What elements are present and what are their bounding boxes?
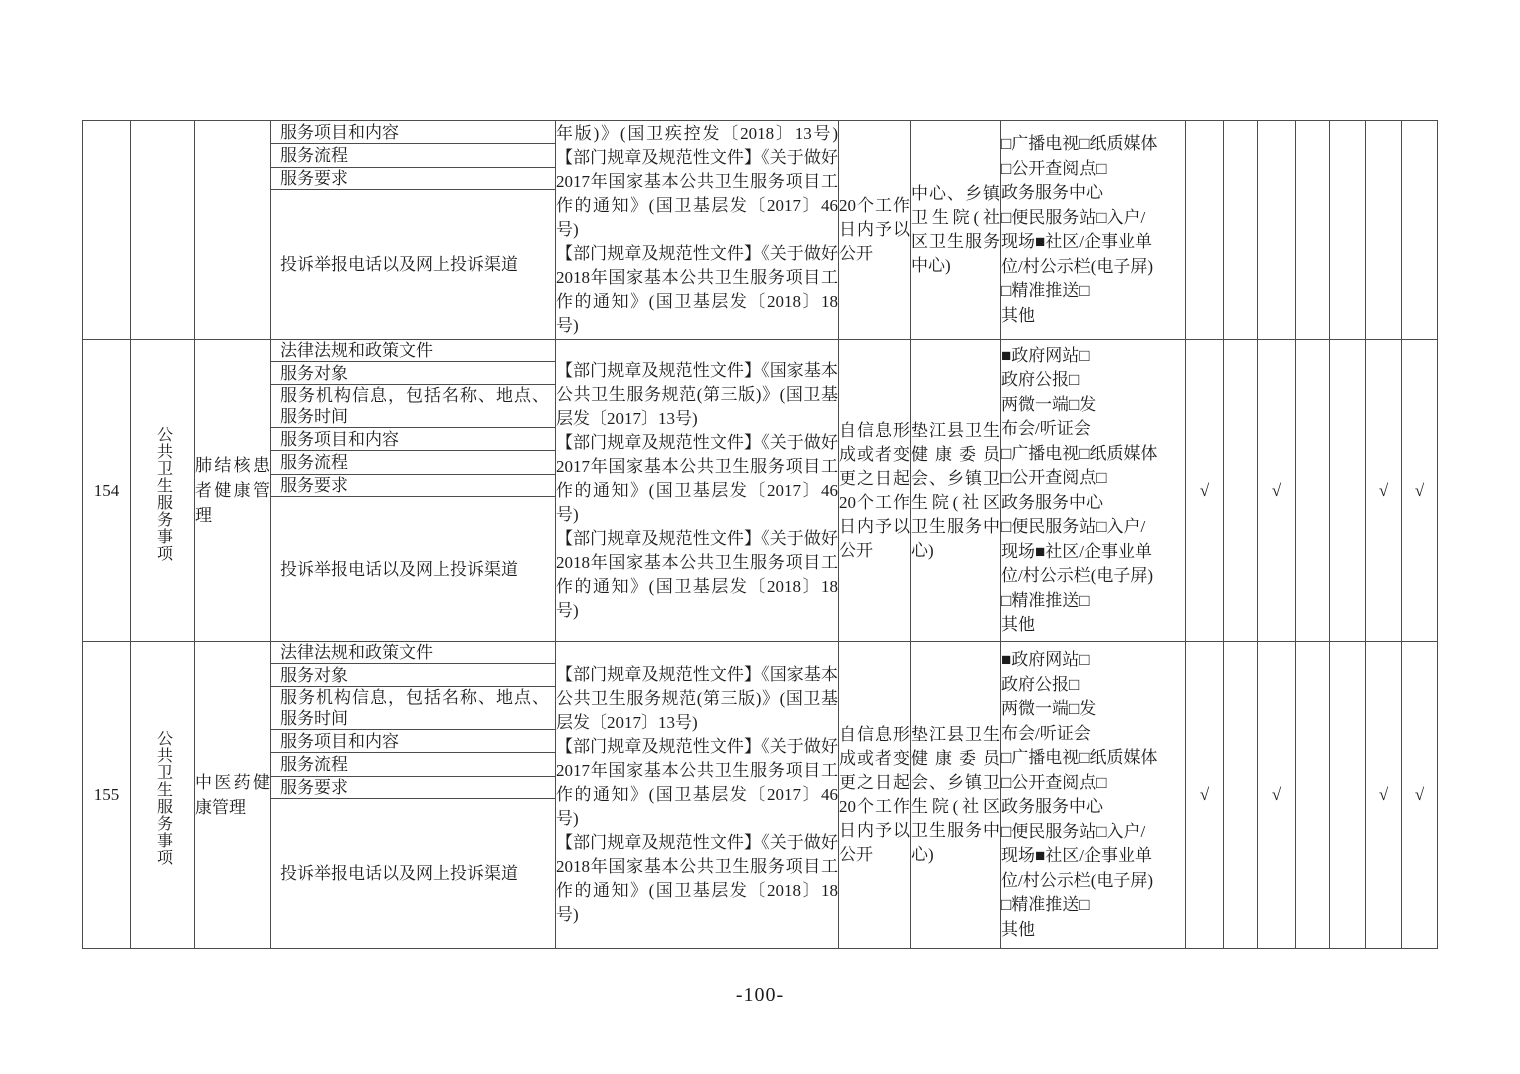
channel-line: □公开查阅点□: [1001, 468, 1107, 487]
channel-line: 政务服务中心: [1001, 797, 1103, 816]
deadline-text: 自信息形成或者变更之日起20个工作日内予以公开: [839, 420, 910, 560]
content-subrow: [271, 190, 555, 339]
basis-paragraph: 【部门规章及规范性文件】《关于做好2018年国家基本公共卫生服务项目工作的通知》(国卫基层发〔2018〕18号): [556, 833, 838, 924]
content-subrows: [271, 121, 555, 339]
cell-category: [131, 121, 195, 340]
checkmark: √: [1271, 785, 1282, 804]
agency-text: 垫江县卫生健康委员会、乡镇卫生院(社区卫生服务中心): [911, 420, 1000, 560]
channel-line: 位/村公示栏(电子屏): [1001, 256, 1154, 276]
cell-disclosure-agency: [911, 340, 1001, 642]
content-subrow: [271, 497, 555, 641]
cell-disclosure-content: [271, 121, 556, 340]
checkmark: √: [1199, 480, 1210, 500]
cell-checkmark: [1402, 340, 1438, 642]
deadline-text: 20个工作日内予以公开: [839, 196, 910, 263]
cell-checkmark: [1296, 642, 1330, 949]
channel-line: □便民服务站□入户/: [1001, 207, 1146, 227]
cell-disclosure-content: [271, 340, 556, 642]
content-subrow-label: 服务项目和内容: [280, 122, 399, 142]
table-row: [83, 642, 1438, 949]
content-subrow: [271, 385, 555, 428]
cell-checkmark: [1330, 121, 1366, 340]
cell-disclosure-deadline: [839, 121, 911, 340]
channel-line: 政务服务中心: [1001, 492, 1103, 512]
content-subrow-label: 法律法规和政策文件: [280, 341, 433, 360]
cell-item-name: [195, 121, 271, 340]
content-subrow: [271, 753, 555, 777]
content-subrow: [271, 799, 555, 948]
channel-line: 政府公报□: [1001, 370, 1080, 389]
cell-checkmark: [1186, 642, 1224, 949]
channel-line: ■政府网站□: [1001, 345, 1090, 365]
content-subrow-label: 服务机构信息，包括名称、地点、服务时间: [280, 386, 549, 426]
channel-line: 其他: [1001, 615, 1035, 634]
cell-serial-number: 154: [83, 340, 131, 642]
cell-serial-number: [83, 121, 131, 340]
cell-checkmark: [1258, 121, 1296, 340]
channel-line: 现场■社区/企事业单: [1001, 541, 1152, 561]
content-subrow-label: 投诉举报电话以及网上投诉渠道: [280, 255, 518, 274]
disclosure-items-table: [82, 120, 1438, 949]
checkmark: √: [1378, 480, 1389, 500]
content-subrow: [271, 451, 555, 475]
item-name-text: 中医药健康管理: [195, 773, 270, 817]
cell-checkmark: [1224, 121, 1258, 340]
content-subrow: [271, 777, 555, 799]
content-subrow-label: 服务项目和内容: [280, 731, 399, 751]
basis-paragraph: 【部门规章及规范性文件】《关于做好2017年国家基本公共卫生服务项目工作的通知》(国卫基层发〔2017〕46号): [556, 432, 838, 524]
content-subrow-label: 服务项目和内容: [280, 429, 399, 449]
channel-line: 政务服务中心: [1001, 183, 1103, 202]
cell-item-name: [195, 340, 271, 642]
content-subrow-label: 服务对象: [280, 665, 348, 685]
content-subrow-label: 投诉举报电话以及网上投诉渠道: [280, 559, 518, 579]
basis-paragraph: 【部门规章及规范性文件】《国家基本公共卫生服务规范(第三版)》(国卫基层发〔2017〕13号): [556, 360, 838, 428]
channel-line: 政府公报□: [1001, 674, 1080, 694]
channel-line: 两微一端□发: [1001, 699, 1097, 718]
item-name-text: 肺结核患者健康管理: [195, 456, 270, 525]
agency-text: 中心、乡镇卫生院(社区卫生服务中心): [911, 184, 1000, 275]
channel-line: □精准推送□: [1001, 281, 1090, 300]
agency-text: 垫江县卫生健康委员会、乡镇卫生院(社区卫生服务中心): [911, 725, 1000, 864]
cell-checkmark: [1186, 340, 1224, 642]
content-subrow-label: 服务要求: [280, 778, 348, 797]
basis-paragraph: 【部门规章及规范性文件】《国家基本公共卫生服务规范(第三版)》(国卫基层发〔2017〕13号): [556, 665, 838, 732]
channel-line: □公开查阅点□: [1001, 772, 1107, 792]
content-subrow-label: 服务流程: [280, 453, 348, 472]
channel-line: 两微一端□发: [1001, 394, 1097, 414]
channel-line: □精准推送□: [1001, 590, 1090, 610]
checkmark: √: [1271, 480, 1282, 500]
cell-checkmark: [1224, 340, 1258, 642]
content-subrow: [271, 664, 555, 687]
cell-checkmark: [1186, 121, 1224, 340]
content-subrow-label: 服务要求: [280, 476, 348, 495]
channel-line: □便民服务站□入户/: [1001, 821, 1146, 841]
basis-paragraph: 【部门规章及规范性文件】《关于做好2018年国家基本公共卫生服务项目工作的通知》(国卫基层发〔2018〕18号): [556, 528, 838, 620]
cell-serial-number: 155: [83, 642, 131, 949]
cell-checkmark: [1402, 121, 1438, 340]
cell-disclosure-content: [271, 642, 556, 949]
content-subrow: [271, 642, 555, 664]
channel-line: □广播电视□纸质媒体: [1001, 748, 1158, 767]
content-subrow: [271, 687, 555, 730]
cell-item-name: [195, 642, 271, 949]
cell-checkmark: [1366, 121, 1402, 340]
category-vertical-text: 公共卫生服务事项: [154, 730, 172, 866]
checkmark: √: [1414, 480, 1425, 500]
basis-paragraph: 年版)》(国卫疾控发〔2018〕13号)【部门规章及规范性文件】《关于做好2017年国家基本公共卫生服务项目工作的通知》(国卫基层发〔2017〕46号): [556, 124, 838, 239]
content-subrow-label: 服务对象: [280, 363, 348, 383]
deadline-text: 自信息形成或者变更之日起20个工作日内予以公开: [839, 725, 910, 864]
channel-line: □精准推送□: [1001, 895, 1090, 914]
channel-line: □便民服务站□入户/: [1001, 517, 1146, 536]
cell-disclosure-agency: [911, 642, 1001, 949]
table-body: [83, 121, 1438, 949]
channel-line: 现场■社区/企事业单: [1001, 846, 1152, 865]
content-subrow-label: 服务要求: [280, 169, 348, 188]
content-subrow-label: 法律法规和政策文件: [280, 643, 433, 662]
table-row: [83, 340, 1438, 642]
cell-disclosure-channel: [1001, 340, 1186, 642]
content-subrow: [271, 730, 555, 753]
cell-checkmark: [1330, 642, 1366, 949]
cell-disclosure-basis: [556, 340, 839, 642]
content-subrow-label: 服务机构信息，包括名称、地点、服务时间: [280, 688, 549, 728]
cell-checkmark: [1224, 642, 1258, 949]
channel-line: 位/村公示栏(电子屏): [1001, 870, 1154, 890]
cell-disclosure-basis: [556, 121, 839, 340]
content-subrow: [271, 475, 555, 497]
checkmark: √: [1378, 785, 1389, 804]
channel-line: □广播电视□纸质媒体: [1001, 134, 1158, 153]
cell-checkmark: [1366, 642, 1402, 949]
cell-checkmark: [1258, 340, 1296, 642]
content-subrow: [271, 362, 555, 385]
cell-disclosure-deadline: [839, 340, 911, 642]
cell-checkmark: [1296, 340, 1330, 642]
content-subrow: [271, 340, 555, 362]
cell-disclosure-deadline: [839, 642, 911, 949]
basis-paragraph: 【部门规章及规范性文件】《关于做好2017年国家基本公共卫生服务项目工作的通知》(国卫基层发〔2017〕46号): [556, 737, 838, 828]
channel-line: □广播电视□纸质媒体: [1001, 443, 1158, 463]
content-subrow: [271, 121, 555, 144]
cell-checkmark: [1402, 642, 1438, 949]
cell-disclosure-basis: [556, 642, 839, 949]
cell-disclosure-channel: [1001, 121, 1186, 340]
channel-line: 位/村公示栏(电子屏): [1001, 566, 1154, 585]
content-subrow: [271, 144, 555, 168]
page-number: -100-: [735, 984, 785, 1006]
channel-line: 现场■社区/企事业单: [1001, 232, 1152, 251]
cell-checkmark: [1366, 340, 1402, 642]
content-subrow: [271, 428, 555, 451]
checkmark: √: [1199, 785, 1210, 804]
cell-checkmark: [1330, 340, 1366, 642]
channel-line: 其他: [1001, 919, 1035, 939]
cell-checkmark: [1258, 642, 1296, 949]
content-subrow-label: 服务流程: [280, 755, 348, 774]
channel-line: 布会/听证会: [1001, 419, 1091, 438]
content-subrows: [271, 340, 555, 641]
content-subrow-label: 投诉举报电话以及网上投诉渠道: [280, 864, 518, 883]
cell-checkmark: [1296, 121, 1330, 340]
channel-line: ■政府网站□: [1001, 650, 1090, 669]
content-subrows: [271, 642, 555, 948]
cell-disclosure-agency: [911, 121, 1001, 340]
cell-disclosure-channel: [1001, 642, 1186, 949]
table-row: [83, 121, 1438, 340]
content-subrow-label: 服务流程: [280, 146, 348, 165]
content-subrow: [271, 168, 555, 190]
channel-line: 布会/听证会: [1001, 723, 1091, 743]
basis-paragraph: 【部门规章及规范性文件】《关于做好2018年国家基本公共卫生服务项目工作的通知》(国卫基层发〔2018〕18号): [556, 244, 838, 335]
checkmark: √: [1414, 785, 1425, 804]
cell-category: [131, 340, 195, 642]
category-vertical-text: 公共卫生服务事项: [154, 425, 172, 562]
channel-line: 其他: [1001, 305, 1035, 325]
channel-line: □公开查阅点□: [1001, 158, 1107, 178]
cell-category: [131, 642, 195, 949]
